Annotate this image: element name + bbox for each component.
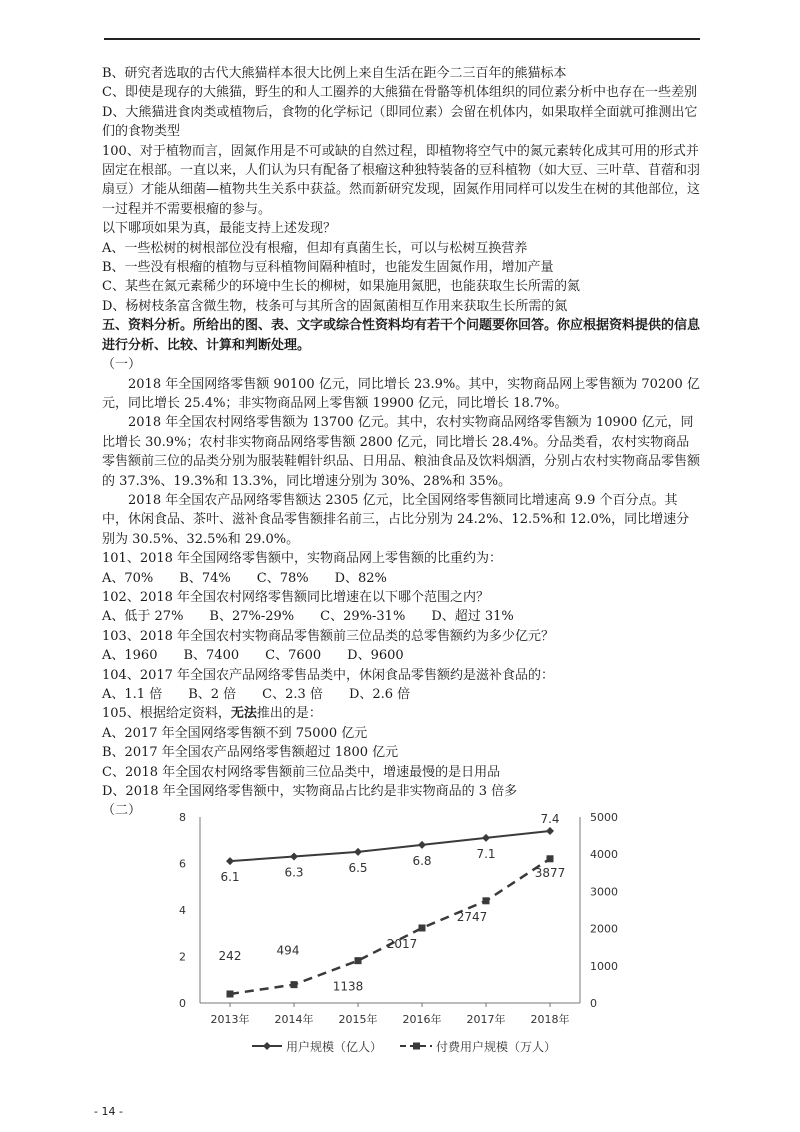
q99-option-c: C、即使是现存的大熊猫，野生的和人工圈养的大熊猫在骨骼等机体组织的同位素分析中也存在一些差别 xyxy=(102,85,697,101)
q100-stem: 100、对于植物而言，固氮作用是不可或缺的自然过程，即植物将空气中的氮元素转化成其可用的形式并固定在根部。一直以来，人们认为只有配备了根瘤这种独特装备的豆科植物（如大豆、三叶草、苜蓿和羽扇豆）才能从细菌—植物共生关系中获益。然而新研究发现，固氮作用同样可以发生在树的其他部位，这一过程并不需要根瘤的参与。 xyxy=(102,143,701,217)
series-paid-users-label: 2017 xyxy=(386,936,418,951)
q102-option-b: B、27%-29% xyxy=(209,609,295,625)
q100-option-b: B、一些没有根瘤的植物与豆科植物间隔种植时，也能发生固氮作用，增加产量 xyxy=(102,260,554,276)
material-paragraph-3: 2018 年全国农产品网络零售额达 2305 亿元，比全国网络零售额同比增速高 9.9 个百分点。其中，休闲食品、茶叶、滋补食品零售额排名前三，占比分别为 24.2%、12.5%和 12.0%，同比增速分别为 30.5%、32.5%和 29.0%。 xyxy=(102,492,690,547)
left-tick-label: 2 xyxy=(179,950,186,964)
series-paid-users-point xyxy=(483,897,490,904)
series-paid-users-point xyxy=(227,990,234,997)
series-paid-users-label: 242 xyxy=(218,948,242,963)
left-tick-label: 6 xyxy=(179,857,186,871)
right-tick-label: 2000 xyxy=(590,922,618,936)
q104-option-d: D、2.6 倍 xyxy=(348,687,411,702)
series-user-scale-label: 7.4 xyxy=(540,811,560,826)
q101-option-c: C、78% xyxy=(256,570,309,586)
x-tick-label: 2015年 xyxy=(338,1013,378,1026)
q101-option-b: B、74% xyxy=(179,570,231,586)
legend-user-scale-marker xyxy=(263,1042,271,1050)
series-user-scale-point xyxy=(226,857,234,865)
legend-paid-users-label: 付费用户规模（万人） xyxy=(436,1040,557,1054)
q105-option-d: D、2018 年全国网络零售额中，实物商品占比约是非实物商品的 3 倍多 xyxy=(102,784,518,800)
series-user-scale-point xyxy=(546,827,554,835)
series-paid-users-point xyxy=(419,924,426,931)
series-user-scale-label: 6.5 xyxy=(348,860,368,875)
series-user-scale-label: 7.1 xyxy=(476,846,496,861)
right-tick-label: 3000 xyxy=(590,885,618,899)
part2-label: （二） xyxy=(102,803,142,819)
q102-option-c: C、29%-31% xyxy=(320,609,406,625)
left-tick-label: 0 xyxy=(179,997,186,1010)
part1-label: （一） xyxy=(102,357,142,373)
legend-user-scale-label: 用户规模（亿人） xyxy=(286,1040,383,1054)
q99-option-d: D、大熊猫进食肉类或植物后，食物的化学标记（即同位素）会留在机体内，如果取样全面就可推测出它们的食物类型 xyxy=(102,104,698,140)
q99-option-b: B、研究者选取的古代大熊猫样本很大比例上来自生活在距今二三百年的熊猫标本 xyxy=(102,66,567,81)
series-user-scale-point xyxy=(354,848,362,856)
q105-option-b: B、2017 年全国农产品网络零售额超过 1800 亿元 xyxy=(102,745,399,761)
q100-option-a: A、一些松树的树根部位没有根瘤，但却有真菌生长，可以与松树互换营养 xyxy=(102,240,528,256)
q103-option-d: D、9600 xyxy=(347,648,404,664)
q104-stem: 104、2017 年全国农产品网络零售品类中，休闲食品零售额约是滋补食品的： xyxy=(102,667,555,683)
series-user-scale-line xyxy=(230,831,550,861)
legend-paid-users-marker xyxy=(413,1043,420,1050)
x-tick-label: 2017年 xyxy=(466,1013,506,1026)
x-tick-label: 2018年 xyxy=(530,1013,570,1026)
series-paid-users-line xyxy=(230,859,550,994)
series-user-scale-point xyxy=(290,853,298,861)
left-tick-label: 4 xyxy=(179,904,186,917)
q101-stem: 101、2018 年全国网络零售额中，实物商品网上零售额的比重约为： xyxy=(102,551,503,567)
series-user-scale-point xyxy=(418,841,426,849)
section5-title: 五、资料分析。所给出的图、表、文字或综合性资料均有若干个问题要你回答。你应根据资料提供的信息进行分析、比较、计算和判断处理。 xyxy=(102,318,701,353)
q102-option-d: D、超过 31% xyxy=(431,609,514,625)
series-paid-users-point xyxy=(291,981,298,988)
q100-question: 以下哪项如果为真，最能支持上述发现？ xyxy=(102,221,337,237)
material-paragraph-2: 2018 年全国农村网络零售额为 13700 亿元。其中，农村实物商品网络零售额为 10900 亿元，同比增长 30.9%；农村非实物商品网络零售额 2800 亿元，同比增长 28.4%。分品类看，农村实物商品零售额前三位的品类分别为服装鞋帽针织品、日用品、粮油食品及饮料烟酒，分别占农村实物商品零售额的 37.3%、19.3%和 13.3%，同比增速分别为 30%、28%和 35%。 xyxy=(102,415,701,489)
q101-option-d: D、82% xyxy=(334,570,387,586)
material-paragraph-1: 2018 年全国网络零售额 90100 亿元，同比增长 23.9%。其中，实物商品网上零售额为 70200 亿元，同比增长 25.4%；非实物商品网上零售额 19900 亿元，同比增长 18.7%。 xyxy=(102,376,700,411)
q103-stem: 103、2018 年全国农村实物商品零售额前三位品类的总零售额约为多少亿元？ xyxy=(102,628,555,644)
x-tick-label: 2016年 xyxy=(402,1013,442,1026)
x-tick-label: 2013年 xyxy=(210,1013,250,1026)
right-tick-label: 0 xyxy=(590,997,597,1010)
series-user-scale-label: 6.1 xyxy=(220,870,240,885)
q102-stem: 102、2018 年全国农村网络零售额同比增速在以下哪个范围之内？ xyxy=(102,589,490,605)
q104-option-c: C、2.3 倍 xyxy=(262,687,323,702)
series-user-scale-label: 6.8 xyxy=(412,853,432,868)
q105-prefix: 105、根据给定资料， xyxy=(102,706,231,722)
page-number: - 14 - xyxy=(94,1105,123,1118)
q103-option-b: B、7400 xyxy=(183,648,240,664)
q105-option-c: C、2018 年全国农村网络零售额前三位品类中，增速最慢的是日用品 xyxy=(102,764,501,780)
q104-option-a: A、1.1 倍 xyxy=(102,687,163,702)
q100-option-d: D、杨树枝条富含微生物，枝条可与其所含的固氮菌相互作用来获取生长所需的氮 xyxy=(102,298,568,314)
series-paid-users-label: 1138 xyxy=(332,979,364,994)
right-tick-label: 5000 xyxy=(590,811,618,824)
series-paid-users-label: 3877 xyxy=(534,865,566,880)
series-user-scale-label: 6.3 xyxy=(284,865,304,880)
q104-option-b: B、2 倍 xyxy=(188,687,237,702)
series-paid-users-point xyxy=(547,855,554,862)
q105-suffix: 推出的是： xyxy=(256,706,322,722)
series-paid-users-label: 2747 xyxy=(456,909,488,924)
q105-bold-word: 无法 xyxy=(230,706,257,722)
x-tick-label: 2014年 xyxy=(274,1013,314,1026)
series-paid-users-label: 494 xyxy=(276,943,300,958)
left-tick-label: 8 xyxy=(179,811,186,824)
q102-option-a: A、低于 27% xyxy=(102,609,184,625)
q105-option-a: A、2017 年全国网络零售额不到 75000 亿元 xyxy=(102,725,368,741)
series-paid-users-point xyxy=(355,957,362,964)
q103-option-a: A、1960 xyxy=(102,648,158,664)
right-tick-label: 4000 xyxy=(590,848,618,862)
q101-option-a: A、70% xyxy=(102,570,154,586)
right-tick-label: 1000 xyxy=(590,959,618,973)
series-user-scale-point xyxy=(482,834,490,842)
q100-option-c: C、某些在氮元素稀少的环境中生长的柳树，如果施用氮肥，也能获取生长所需的氮 xyxy=(102,279,580,295)
q103-option-c: C、7600 xyxy=(265,648,322,664)
